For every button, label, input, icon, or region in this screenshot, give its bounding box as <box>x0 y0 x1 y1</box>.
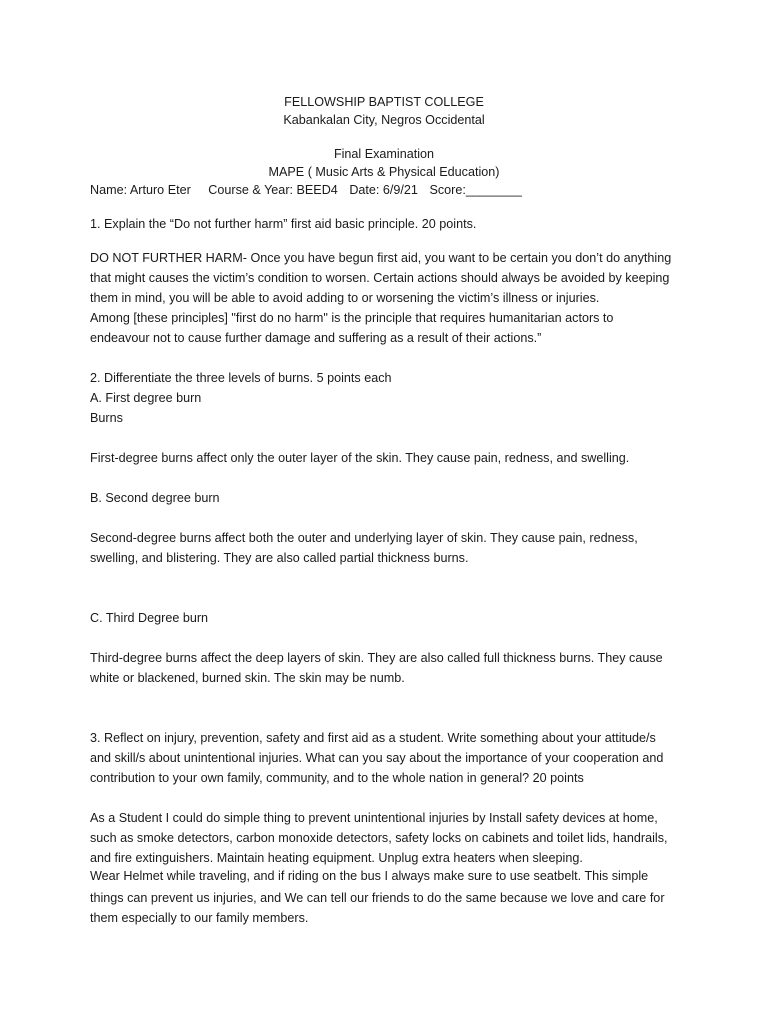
answer-3-line: them especially to our family members. <box>90 911 309 925</box>
answer-1-line: DO NOT FURTHER HARM- Once you have begun first aid, you want to be certain you don’t do anything <box>90 251 672 265</box>
course-year: Course & Year: BEED4 <box>208 183 338 197</box>
answer-second-degree-line: swelling, and blistering. They are also called partial thickness burns. <box>90 551 469 565</box>
answer-3-line: and fire extinguishers. Maintain heating equipment. Unplug extra heaters when sleeping. <box>90 851 583 865</box>
heading-second-degree: B. Second degree burn <box>90 491 220 505</box>
exam-title: Final Examination <box>333 147 435 161</box>
answer-third-degree-line: Third-degree burns affect the deep layers of skin. They are also called full thickness burns. They cause <box>90 651 663 665</box>
subheading-burns: Burns <box>90 411 123 425</box>
answer-1-line: them in mind, you will be able to avoid adding to or worsening the victim’s illness or injuries. <box>90 291 600 305</box>
heading-third-degree: C. Third Degree burn <box>90 611 209 625</box>
answer-first-degree: First-degree burns affect only the outer layer of the skin. They cause pain, redness, and swelling. <box>90 451 630 465</box>
college-name: FELLOWSHIP BAPTIST COLLEGE <box>284 95 484 109</box>
question-3-line: contribution to your own family, community, and to the whole nation in general? 20 points <box>90 771 584 785</box>
answer-second-degree-line: Second-degree burns affect both the outer and underlying layer of skin. They cause pain, redness, <box>90 531 638 545</box>
answer-3-line: As a Student I could do simple thing to prevent unintentional injuries by Install safety devices at home, <box>90 811 658 825</box>
college-location: Kabankalan City, Negros Occidental <box>283 113 485 127</box>
question-1: 1. Explain the “Do not further harm” first aid basic principle. 20 points. <box>90 217 477 231</box>
question-2: 2. Differentiate the three levels of burns. 5 points each <box>90 371 392 385</box>
question-3-line: 3. Reflect on injury, prevention, safety and first aid as a student. Write something about your attitude/s <box>90 731 656 745</box>
answer-3-line: things can prevent us injuries, and We can tell our friends to do the same because we love and care for <box>90 891 665 905</box>
answer-3-line: such as smoke detectors, carbon monoxide detectors, safety locks on cabinets and toilet lids, handrails, <box>90 831 668 845</box>
answer-1-line: endeavour not to cause further damage and suffering as a result of their actions.” <box>90 331 542 345</box>
student-info-row <box>90 180 522 200</box>
answer-third-degree-line: white or blackened, burned skin. The skin may be numb. <box>90 671 405 685</box>
subject-title: MAPE ( Music Arts & Physical Education) <box>268 165 500 179</box>
exam-date: Date: 6/9/21 <box>349 183 418 197</box>
student-name: Name: Arturo Eter <box>90 183 191 197</box>
answer-3-line: Wear Helmet while traveling, and if riding on the bus I always make sure to use seatbelt. This simple <box>90 869 649 883</box>
score-field: Score:________ <box>429 183 522 197</box>
answer-1-line: Among [these principles] "first do no harm" is the principle that requires humanitarian actors to <box>90 311 614 325</box>
answer-1-line: that might causes the victim’s condition to worsen. Certain actions should always be avoided by keeping <box>90 271 670 285</box>
question-3-line: and skill/s about unintentional injuries. What can you say about the importance of your cooperation and <box>90 751 664 765</box>
heading-first-degree: A. First degree burn <box>90 391 202 405</box>
